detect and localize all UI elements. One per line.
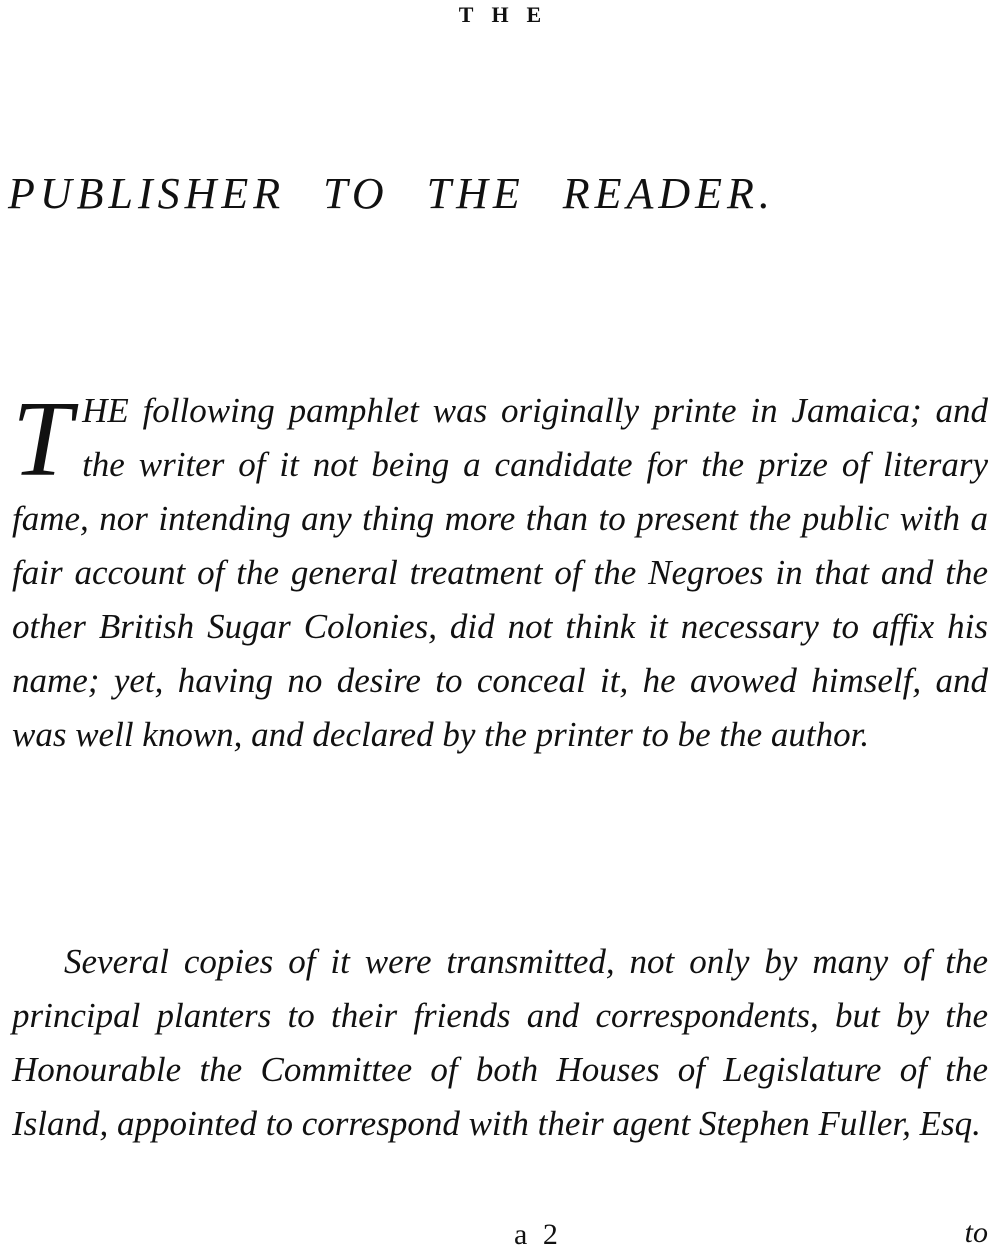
catchword: to xyxy=(964,1216,988,1249)
paragraph-second: Several copies of it were transmitted, not only by many of the principal planters to their friends and correspondents, but by the Honourable the Committee of both Houses of Legislature of the Island, appointed to correspond with their agent Stephen Fuller, Esq. xyxy=(12,942,988,1143)
paragraph-first-text: HE following pamphlet was originally printe in Jamaica; and the writer of it not being a candidate for the prize of literary fame, nor intending any thing more than to present the public with a fair account of the general treatment of the Negroes in that and the other British Sugar Colonies, did not think it necessary to affix his name; yet, having no desire to conceal it, he avowed himself, and was well known, and declared by the printer to be the author. xyxy=(12,391,988,754)
drop-cap: T xyxy=(12,380,73,499)
paragraph-first xyxy=(12,380,988,762)
running-head: THE xyxy=(458,2,560,27)
signature-mark: a 2 xyxy=(514,1218,562,1251)
page-title: PUBLISHER TO THE READER. xyxy=(8,169,775,218)
